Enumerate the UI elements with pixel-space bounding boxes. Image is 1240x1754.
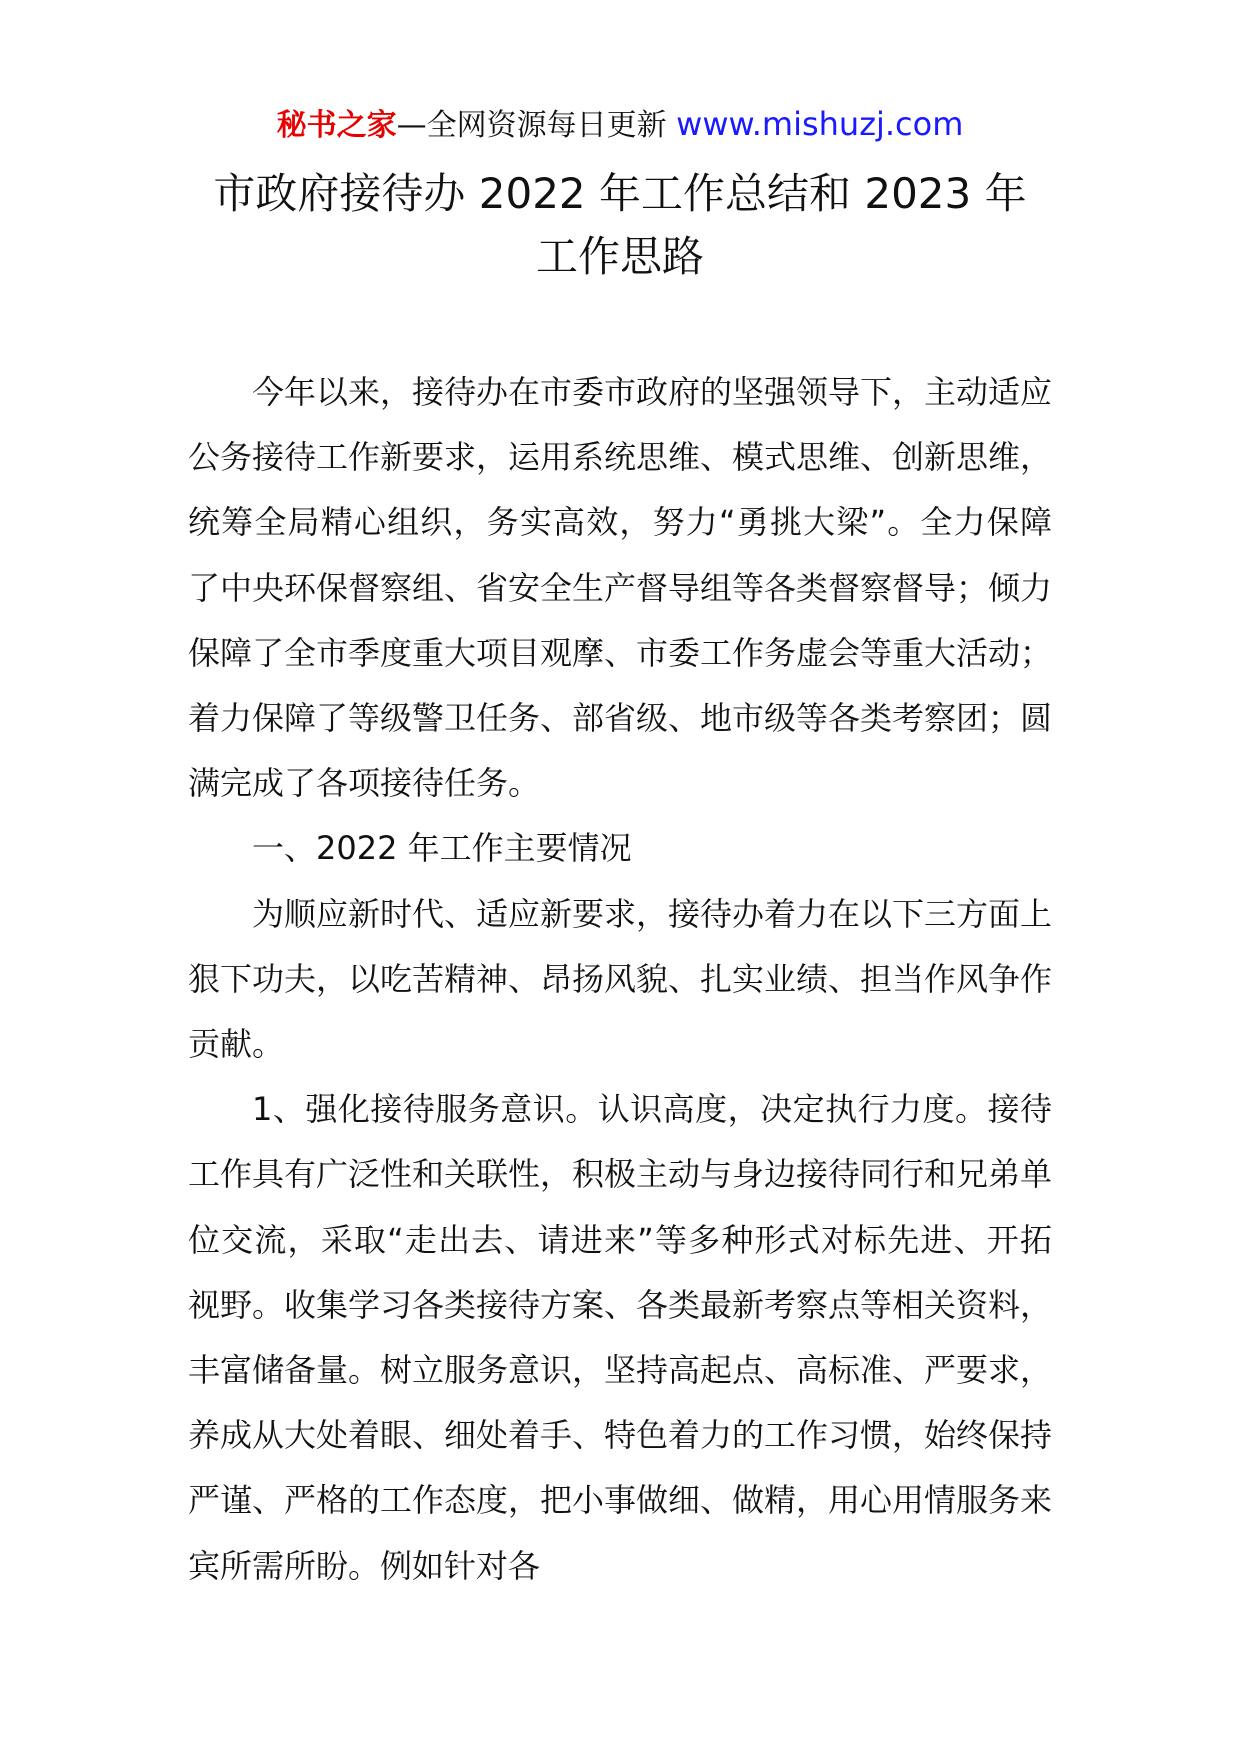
header-tagline: —全网资源每日更新 (396, 108, 667, 143)
item-1-paragraph: 1、强化接待服务意识。认识高度，决定执行力度。接待工作具有广泛性和关联性，积极主动与身边接待同行和兄弟单位交流，采取“走出去、请进来”等多种形式对标先进、开拓视野。收集学习各类接待方案、各类最新考察点等相关资料，丰富储备量。树立服务意识，坚持高起点、高标准、严要求，养成从大处着眼、细处着手、特色着力的工作习惯，始终保持严谨、严格的工作态度，把小事做细、做精，用心用情服务来宾所需所盼。例如针对各 (188, 1090, 1053, 1585)
document-title (160, 162, 1080, 288)
watermark-header (0, 100, 1240, 150)
site-url-link[interactable]: www.mishuzj.com (676, 105, 964, 143)
section-intro-paragraph: 为顺应新时代、适应新要求，接待办着力在以下三方面上狠下功夫，以吃苦精神、昂扬风貌、扎实业绩、担当作风争作贡献。 (188, 894, 1053, 1064)
intro-paragraph: 今年以来，接待办在市委市政府的坚强领导下，主动适应公务接待工作新要求，运用系统思维、模式思维、创新思维，统筹全局精心组织，务实高效，努力“勇挑大梁”。全力保障了中央环保督察组、省安全生产督导组等各类督察督导；倾力保障了全市季度重大项目观摩、市委工作务虚会等重大活动；着力保障了等级警卫任务、部省级、地市级等各类考察团；圆满完成了各项接待任务。 (188, 373, 1053, 803)
brand-name: 秘书之家 (276, 108, 397, 143)
section-heading: 一、2022 年工作主要情况 (252, 829, 632, 868)
title-line-2: 工作思路 (535, 232, 704, 281)
document-body (188, 360, 1052, 1599)
title-line-1: 市政府接待办 2022 年工作总结和 2023 年 (213, 169, 1027, 218)
